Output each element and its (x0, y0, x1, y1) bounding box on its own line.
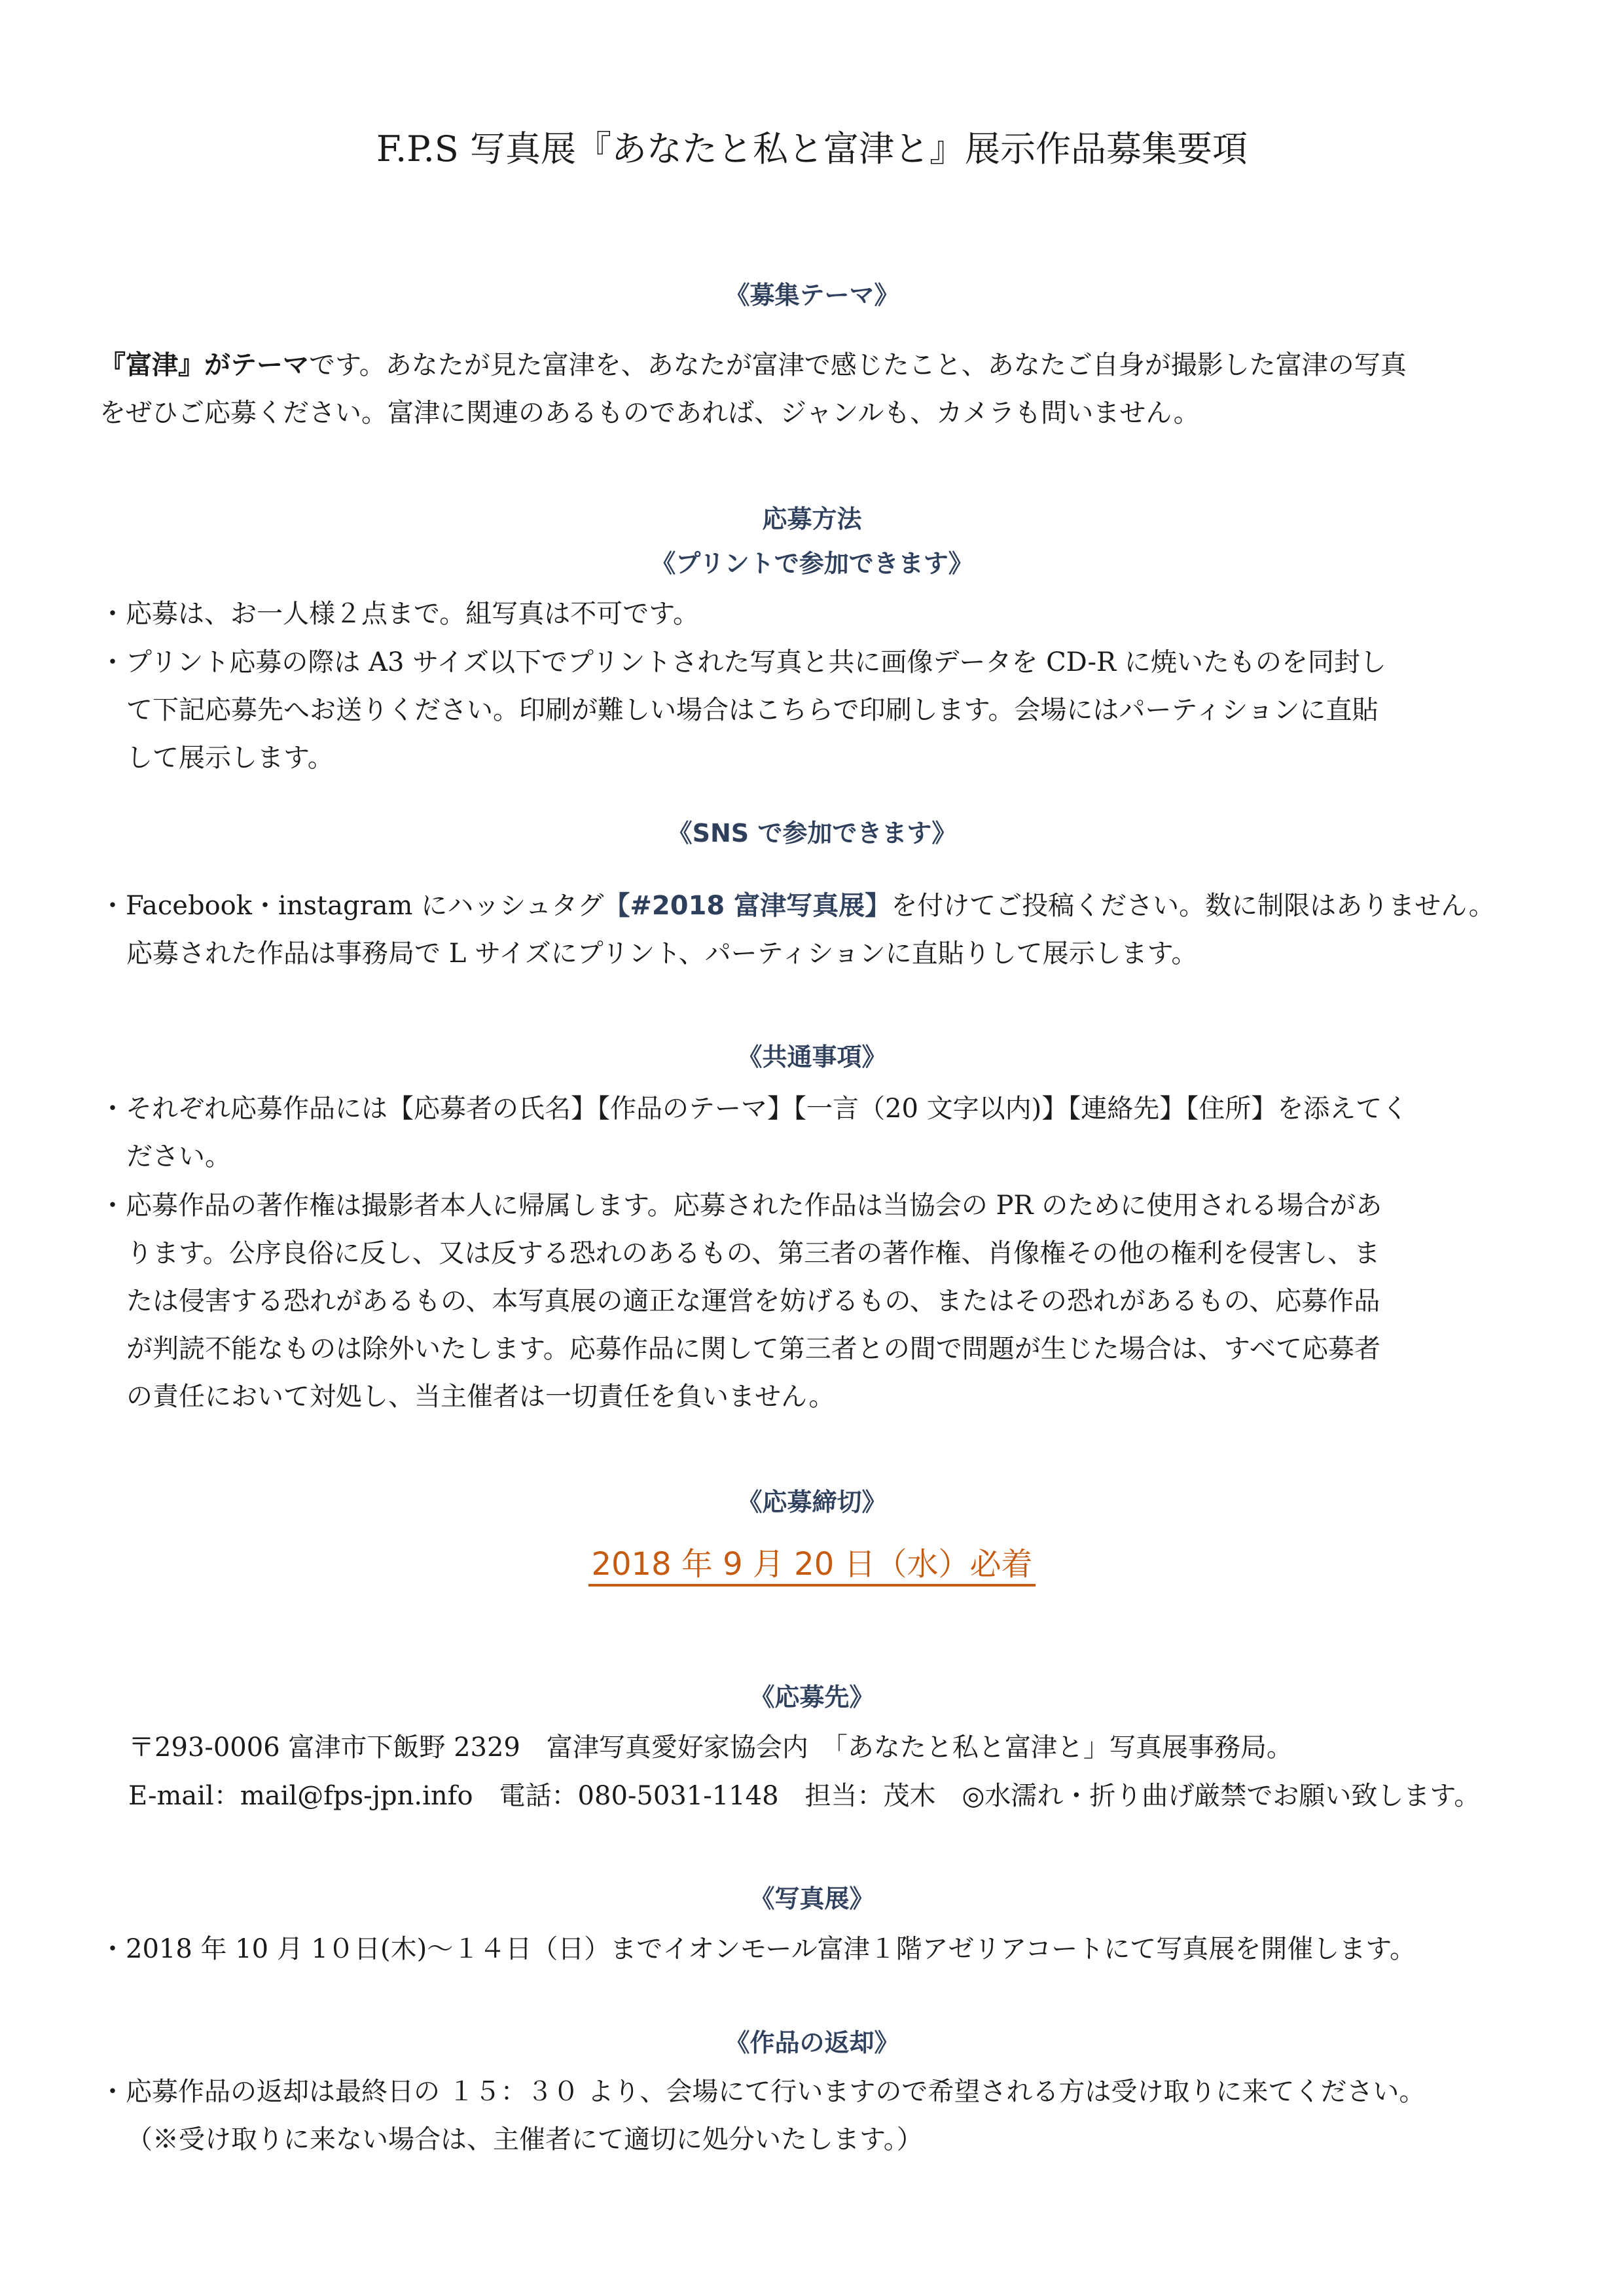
print-item-1-line-1: ・応募は、お一人様２点まで。組写真は不可です。 (99, 599, 699, 629)
print-item-2-line-2: て下記応募先へお送りください。印刷が難しい場合はこちらで印刷します。会場にはパーティションに直貼 (126, 695, 1379, 725)
common-item-2-line-2: ります。公序良俗に反し、又は反する恐れのあるもの、第三者の著作権、肖像権その他の権利を侵害し、ま (126, 1238, 1380, 1268)
sns-item-line-2: 応募された作品は事務局で L サイズにプリント、パーティションに直貼りして展示します。 (126, 939, 1198, 969)
sns-hashtag: 【#2018 富津写真展】 (604, 891, 892, 921)
return-heading: 《作品の返却》 (725, 2028, 899, 2057)
deadline-date (0, 1543, 1624, 1585)
common-item-2-line-1: ・応募作品の著作権は撮影者本人に帰属します。応募された作品は当協会の PR のために使用される場合があ (99, 1191, 1382, 1221)
common-item-2-line-3: たは侵害する恐れがあるもの、本写真展の適正な運営を妨げるもの、またはその恐れがあるもの、応募作品 (126, 1286, 1380, 1316)
theme-paragraph-line-2: をぜひご応募ください。富津に関連のあるものであれば、ジャンルも、カメラも問いません。 (99, 398, 1200, 428)
sns-item (99, 882, 1559, 978)
print-item-2-line-1: ・プリント応募の際は A3 サイズ以下でプリントされた写真と共に画像データを CD-R に焼いたものを同封し (99, 647, 1386, 677)
destination-contact: E-mail：mail@fps-jpn.info 電話：080-5031-1148 担当：茂木 ◎水濡れ・折り曲げ厳禁でお願い致します。 (128, 1781, 1481, 1811)
print-item-2 (99, 639, 1559, 782)
common-item-2 (99, 1182, 1559, 1421)
common-item-1-line-1: ・それぞれ応募作品には【応募者の氏名】【作品のテーマ】【一言（20 文字以内)】【連絡先】【住所】を添えてく (99, 1094, 1409, 1124)
exhibition-item (99, 1926, 1559, 1973)
common-item-2-line-5: の責任において対処し、当主催者は一切責任を負いません。 (126, 1382, 835, 1412)
deadline-heading: 《応募締切》 (737, 1488, 887, 1516)
sns-item-line-1 (99, 882, 1559, 930)
return-line-2: （※受け取りに来ない場合は、主催者にて適切に処分いたします。） (126, 2125, 923, 2155)
page-title: F.P.S 写真展『あなたと私と富津と』展示作品募集要項 (376, 128, 1248, 170)
destination-heading: 《応募先》 (749, 1683, 875, 1712)
common-item-1 (99, 1085, 1559, 1181)
theme-lead: 『富津』がテーマ (99, 350, 309, 380)
print-item-2-line-3: して展示します。 (126, 743, 334, 773)
sns-text-pre: ・Facebook・instagram にハッシュタグ (99, 891, 604, 921)
return-item (99, 2068, 1559, 2164)
sns-heading: 《SNS で参加できます》 (667, 819, 957, 848)
deadline-date-text: 2018 年 9 月 20 日（水）必着 (588, 1546, 1035, 1587)
method-heading: 応募方法 (762, 505, 862, 533)
theme-paragraph-line-1 (99, 342, 1559, 389)
common-item-1-line-2: ださい。 (126, 1141, 231, 1172)
return-line-1: ・応募作品の返却は最終日の １５：３０ より、会場にて行いますので希望される方は受け取りに来てください。 (99, 2077, 1426, 2107)
exhibition-heading: 《写真展》 (749, 1884, 875, 1913)
print-heading: 《プリントで参加できます》 (651, 549, 973, 578)
sns-text-post: を付けてご投稿ください。数に制限はありません。 (891, 891, 1495, 921)
destination-address: 〒293-0006 富津市下飯野 2329 富津写真愛好家協会内 「あなたと私と富津と」写真展事務局。 (128, 1732, 1293, 1763)
exhibition-line: ・2018 年 10 月 1０日(木)〜１４日（日）までイオンモール富津１階アゼリアコートにて写真展を開催します。 (99, 1934, 1416, 1964)
theme-heading: 《募集テーマ》 (725, 281, 899, 310)
theme-text-1: です。あなたが見た富津を、あなたが富津で感じたこと、あなたご自身が撮影した富津の写真 (309, 350, 1407, 380)
common-item-2-line-4: が判読不能なものは除外いたします。応募作品に関して第三者との間で問題が生じた場合は、すべて応募者 (126, 1334, 1380, 1364)
print-item-1 (99, 590, 1559, 638)
common-heading: 《共通事項》 (737, 1043, 887, 1071)
